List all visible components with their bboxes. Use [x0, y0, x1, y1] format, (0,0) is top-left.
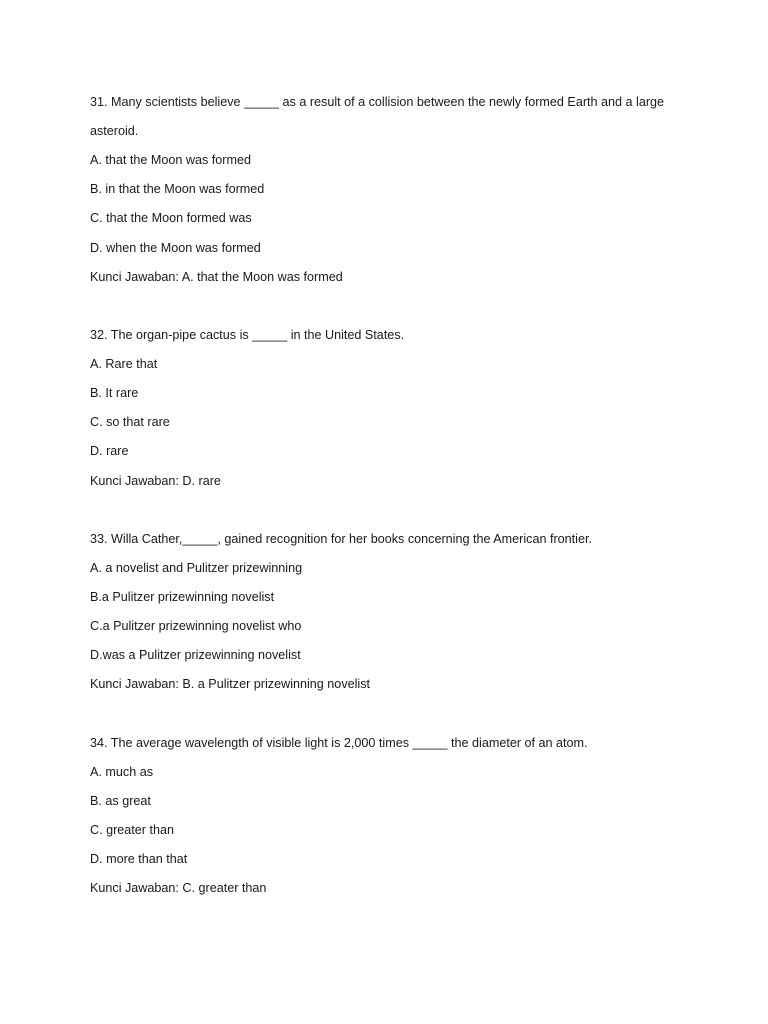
option-c: C. greater than — [90, 823, 175, 837]
option-b: B. in that the Moon was formed — [90, 182, 265, 196]
question-stem: 31. Many scientists believe _____ as a result of a collision between the newly formed Earth and a large — [90, 95, 665, 109]
answer-key: Kunci Jawaban: D. rare — [90, 474, 221, 488]
option-b: B. It rare — [90, 386, 139, 400]
option-c: C. that the Moon formed was — [90, 211, 252, 225]
question-stem: 32. The organ-pipe cactus is _____ in the United States. — [90, 328, 405, 342]
option-d: D. more than that — [90, 852, 188, 866]
option-b: B. as great — [90, 794, 151, 808]
question-stem: 33. Willa Cather,_____, gained recognition for her books concerning the American frontier. — [90, 532, 592, 546]
option-a: A. Rare that — [90, 357, 158, 371]
option-a: A. much as — [90, 765, 153, 779]
option-c: C.a Pulitzer prizewinning novelist who — [90, 619, 302, 633]
answer-key: Kunci Jawaban: B. a Pulitzer prizewinning novelist — [90, 677, 371, 691]
answer-key: Kunci Jawaban: A. that the Moon was formed — [90, 270, 343, 284]
option-d: D. rare — [90, 444, 129, 458]
option-a: A. that the Moon was formed — [90, 153, 252, 167]
option-a: A. a novelist and Pulitzer prizewinning — [90, 561, 303, 575]
option-d: D.was a Pulitzer prizewinning novelist — [90, 648, 301, 662]
option-c: C. so that rare — [90, 415, 170, 429]
option-b: B.a Pulitzer prizewinning novelist — [90, 590, 275, 604]
answer-key: Kunci Jawaban: C. greater than — [90, 881, 267, 895]
option-d: D. when the Moon was formed — [90, 241, 261, 255]
question-stem: 34. The average wavelength of visible light is 2,000 times _____ the diameter of an atom. — [90, 736, 588, 750]
question-stem-continued: asteroid. — [90, 124, 139, 138]
